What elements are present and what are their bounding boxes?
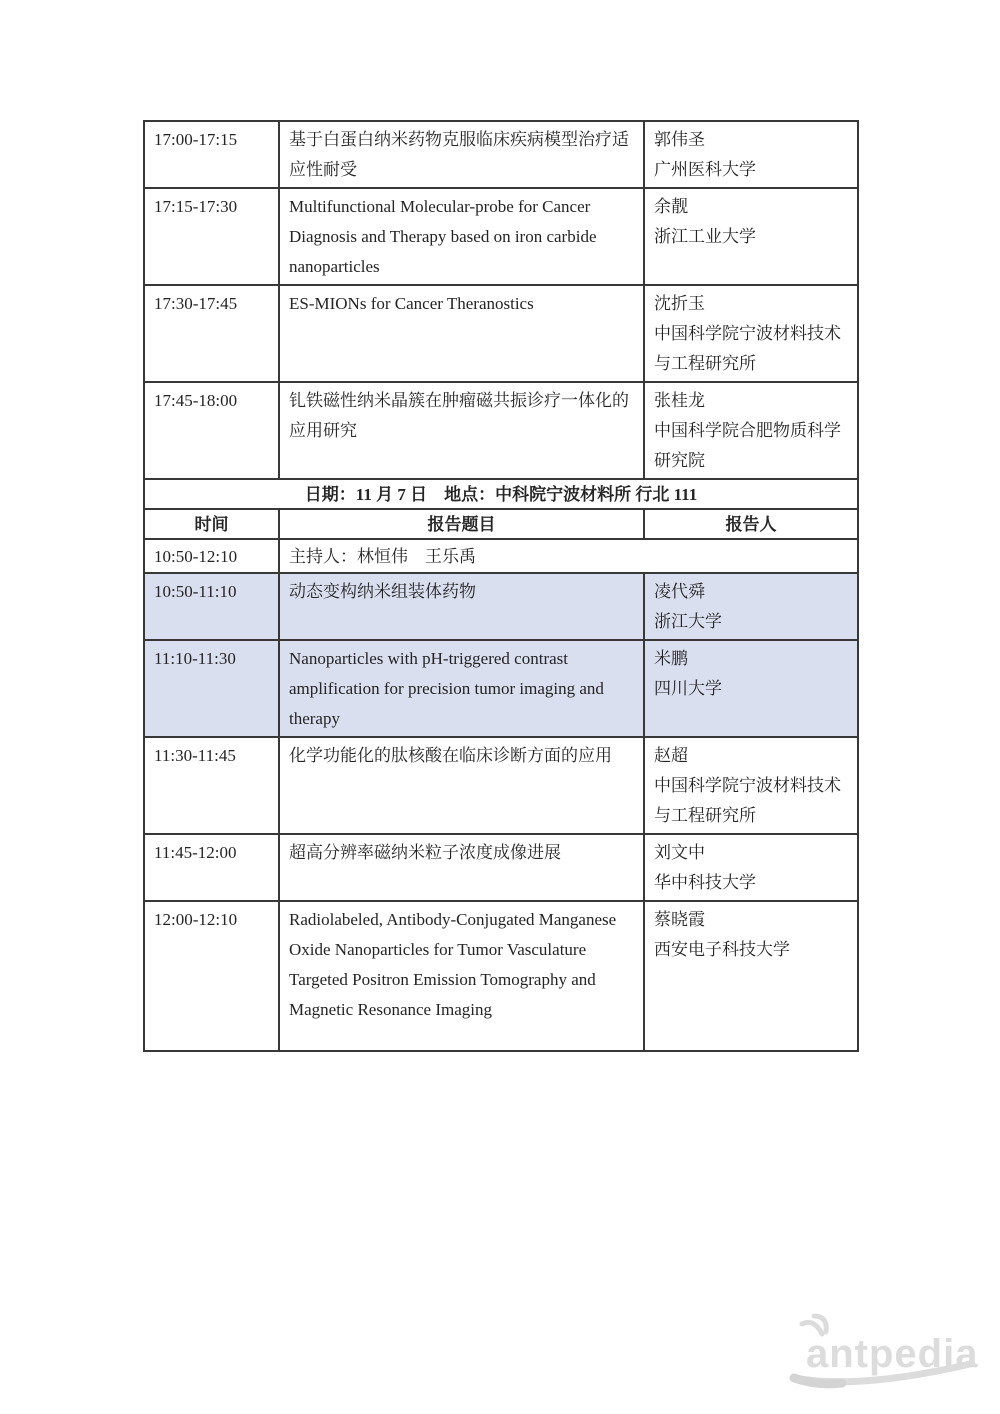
presenter-name: 赵超 [654, 746, 688, 765]
antpedia-watermark [788, 1312, 978, 1392]
time-cell: 12:00-12:10 [144, 901, 279, 1051]
table-row [144, 737, 858, 834]
presenter-name: 刘文中 [654, 843, 705, 862]
table-row [144, 121, 858, 188]
title-cell: 基于白蛋白纳米药物克服临床疾病模型治疗适应性耐受 [279, 121, 644, 188]
title-cell: 动态变构纳米组装体药物 [279, 573, 644, 640]
presenter-name: 余靓 [654, 197, 688, 216]
title-cell: 超高分辨率磁纳米粒子浓度成像进展 [279, 834, 644, 901]
schedule-table [143, 120, 859, 1052]
column-header-title: 报告题目 [279, 509, 644, 539]
presenter-name: 郭伟圣 [654, 130, 705, 149]
time-cell: 17:00-17:15 [144, 121, 279, 188]
session-banner: 日期：11 月 7 日 地点：中科院宁波材料所 行北 111 [144, 479, 858, 509]
title-cell: Radiolabeled, Antibody-Conjugated Manganese Oxide Nanoparticles for Tumor Vasculature Targeted Positron Emission Tomography and Magnetic Resonance Imaging [279, 901, 644, 1051]
presenter-cell [644, 834, 858, 901]
presenter-affiliation: 广州医科大学 [654, 160, 756, 179]
presenter-affiliation: 浙江工业大学 [654, 227, 756, 246]
time-cell: 10:50-12:10 [144, 539, 279, 573]
column-header-row [144, 509, 858, 539]
title-cell: ES-MIONs for Cancer Theranostics [279, 285, 644, 382]
column-header-presenter: 报告人 [644, 509, 858, 539]
presenter-cell [644, 121, 858, 188]
time-cell: 11:30-11:45 [144, 737, 279, 834]
column-header-time: 时间 [144, 509, 279, 539]
presenter-affiliation: 中国科学院合肥物质科学研究院 [654, 421, 841, 470]
table-row [144, 901, 858, 1051]
presenter-cell [644, 737, 858, 834]
presenter-cell [644, 901, 858, 1051]
title-cell: Multifunctional Molecular-probe for Cancer Diagnosis and Therapy based on iron carbide nanoparticles [279, 188, 644, 285]
title-cell: 钆铁磁性纳米晶簇在肿瘤磁共振诊疗一体化的应用研究 [279, 382, 644, 479]
table-row [144, 573, 858, 640]
presenter-cell [644, 573, 858, 640]
presenter-cell [644, 640, 858, 737]
presenter-affiliation: 四川大学 [654, 679, 722, 698]
presenter-cell [644, 188, 858, 285]
chair-row [144, 539, 858, 573]
presenter-cell [644, 382, 858, 479]
session-banner-row [144, 479, 858, 509]
presenter-affiliation: 中国科学院宁波材料技术与工程研究所 [654, 324, 841, 373]
time-cell: 17:45-18:00 [144, 382, 279, 479]
presenter-affiliation: 浙江大学 [654, 612, 722, 631]
time-cell: 11:45-12:00 [144, 834, 279, 901]
presenter-name: 沈折玉 [654, 294, 705, 313]
chair-label: 主持人：林恒伟 王乐禹 [279, 539, 858, 573]
time-cell: 17:30-17:45 [144, 285, 279, 382]
presenter-cell [644, 285, 858, 382]
table-row [144, 382, 858, 479]
time-cell: 11:10-11:30 [144, 640, 279, 737]
presenter-name: 蔡晓霞 [654, 910, 705, 929]
table-row [144, 640, 858, 737]
presenter-affiliation: 华中科技大学 [654, 873, 756, 892]
table-row [144, 834, 858, 901]
presenter-name: 张桂龙 [654, 391, 705, 410]
presenter-name: 凌代舜 [654, 582, 705, 601]
presenter-affiliation: 中国科学院宁波材料技术与工程研究所 [654, 776, 841, 825]
watermark-text: antpedia [806, 1332, 979, 1376]
title-cell: Nanoparticles with pH-triggered contrast amplification for precision tumor imaging and therapy [279, 640, 644, 737]
presenter-affiliation: 西安电子科技大学 [654, 940, 790, 959]
time-cell: 17:15-17:30 [144, 188, 279, 285]
time-cell: 10:50-11:10 [144, 573, 279, 640]
title-cell: 化学功能化的肽核酸在临床诊断方面的应用 [279, 737, 644, 834]
table-row [144, 188, 858, 285]
table-row [144, 285, 858, 382]
presenter-name: 米鹏 [654, 649, 688, 668]
